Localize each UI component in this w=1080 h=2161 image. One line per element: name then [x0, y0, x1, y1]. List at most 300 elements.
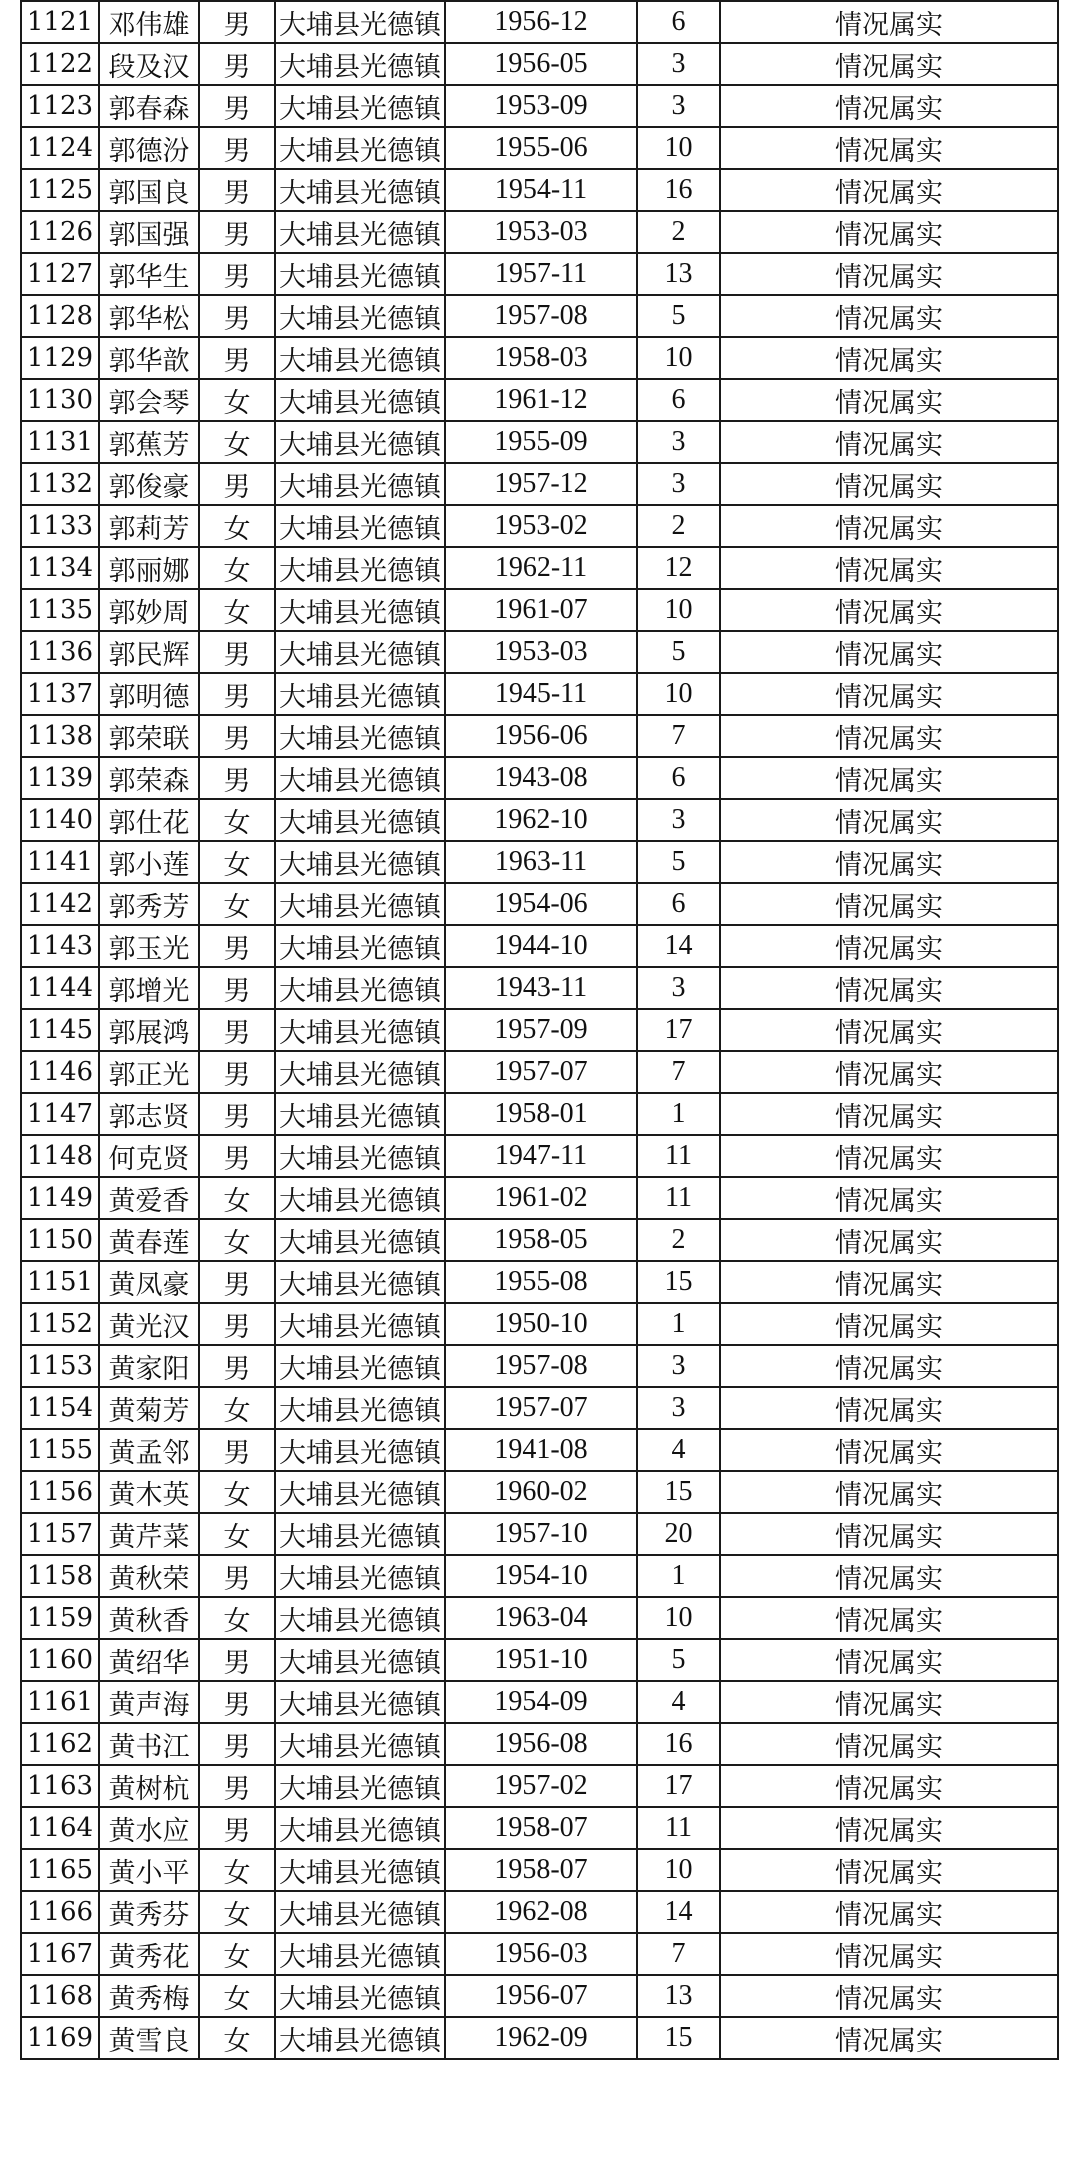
- verification-status-cell: 情况属实: [720, 1765, 1058, 1807]
- verification-status-cell: 情况属实: [720, 1387, 1058, 1429]
- address-cell: 大埔县光德镇: [275, 1051, 445, 1093]
- address-cell: 大埔县光德镇: [275, 841, 445, 883]
- person-name-cell: 黄书江: [99, 1723, 199, 1765]
- table-row: [21, 715, 1058, 757]
- person-name-cell: 郭莉芳: [99, 505, 199, 547]
- gender-cell: 女: [199, 841, 275, 883]
- table-row: [21, 589, 1058, 631]
- count-cell: 10: [637, 1849, 720, 1891]
- verification-status-cell: 情况属实: [720, 1513, 1058, 1555]
- address-cell: 大埔县光德镇: [275, 547, 445, 589]
- count-cell: 5: [637, 295, 720, 337]
- date-cell: 1963-04: [445, 1597, 637, 1639]
- date-cell: 1953-03: [445, 211, 637, 253]
- gender-cell: 男: [199, 1, 275, 43]
- date-cell: 1958-07: [445, 1807, 637, 1849]
- table-row: [21, 841, 1058, 883]
- address-cell: 大埔县光德镇: [275, 589, 445, 631]
- gender-cell: 男: [199, 85, 275, 127]
- date-cell: 1957-10: [445, 1513, 637, 1555]
- gender-cell: 女: [199, 379, 275, 421]
- count-cell: 3: [637, 799, 720, 841]
- date-cell: 1943-11: [445, 967, 637, 1009]
- person-name-cell: 郭正光: [99, 1051, 199, 1093]
- gender-cell: 女: [199, 883, 275, 925]
- gender-cell: 女: [199, 1933, 275, 1975]
- record-number-cell: 1130: [21, 379, 99, 421]
- verification-status-cell: 情况属实: [720, 421, 1058, 463]
- address-cell: 大埔县光德镇: [275, 1975, 445, 2017]
- date-cell: 1943-08: [445, 757, 637, 799]
- person-name-cell: 黄春莲: [99, 1219, 199, 1261]
- record-number-cell: 1163: [21, 1765, 99, 1807]
- gender-cell: 女: [199, 421, 275, 463]
- verification-status-cell: 情况属实: [720, 631, 1058, 673]
- verification-status-cell: 情况属实: [720, 211, 1058, 253]
- person-name-cell: 黄秋荣: [99, 1555, 199, 1597]
- record-number-cell: 1146: [21, 1051, 99, 1093]
- date-cell: 1953-03: [445, 631, 637, 673]
- gender-cell: 女: [199, 1849, 275, 1891]
- record-number-cell: 1140: [21, 799, 99, 841]
- date-cell: 1961-02: [445, 1177, 637, 1219]
- table-row: [21, 1765, 1058, 1807]
- date-cell: 1955-09: [445, 421, 637, 463]
- gender-cell: 男: [199, 43, 275, 85]
- gender-cell: 女: [199, 1597, 275, 1639]
- count-cell: 5: [637, 631, 720, 673]
- person-name-cell: 黄声海: [99, 1681, 199, 1723]
- verification-status-cell: 情况属实: [720, 883, 1058, 925]
- address-cell: 大埔县光德镇: [275, 1933, 445, 1975]
- verification-status-cell: 情况属实: [720, 337, 1058, 379]
- address-cell: 大埔县光德镇: [275, 295, 445, 337]
- date-cell: 1945-11: [445, 673, 637, 715]
- person-name-cell: 郭荣森: [99, 757, 199, 799]
- record-number-cell: 1155: [21, 1429, 99, 1471]
- record-number-cell: 1143: [21, 925, 99, 967]
- count-cell: 3: [637, 463, 720, 505]
- address-cell: 大埔县光德镇: [275, 1639, 445, 1681]
- record-number-cell: 1131: [21, 421, 99, 463]
- count-cell: 3: [637, 1345, 720, 1387]
- address-cell: 大埔县光德镇: [275, 883, 445, 925]
- gender-cell: 男: [199, 1093, 275, 1135]
- table-row: [21, 757, 1058, 799]
- gender-cell: 男: [199, 1555, 275, 1597]
- date-cell: 1962-09: [445, 2017, 637, 2059]
- address-cell: 大埔县光德镇: [275, 967, 445, 1009]
- record-number-cell: 1164: [21, 1807, 99, 1849]
- gender-cell: 女: [199, 1513, 275, 1555]
- table-row: [21, 1, 1058, 43]
- verification-status-cell: 情况属实: [720, 463, 1058, 505]
- verification-status-cell: 情况属实: [720, 1471, 1058, 1513]
- verification-status-cell: 情况属实: [720, 547, 1058, 589]
- verification-status-cell: 情况属实: [720, 1303, 1058, 1345]
- person-name-cell: 郭华歆: [99, 337, 199, 379]
- address-cell: 大埔县光德镇: [275, 673, 445, 715]
- verification-status-cell: 情况属实: [720, 715, 1058, 757]
- verification-status-cell: 情况属实: [720, 757, 1058, 799]
- record-number-cell: 1123: [21, 85, 99, 127]
- verification-status-cell: 情况属实: [720, 169, 1058, 211]
- verification-status-cell: 情况属实: [720, 505, 1058, 547]
- record-number-cell: 1121: [21, 1, 99, 43]
- verification-status-cell: 情况属实: [720, 295, 1058, 337]
- date-cell: 1958-05: [445, 1219, 637, 1261]
- record-number-cell: 1169: [21, 2017, 99, 2059]
- record-number-cell: 1126: [21, 211, 99, 253]
- person-name-cell: 邓伟雄: [99, 1, 199, 43]
- gender-cell: 女: [199, 1471, 275, 1513]
- address-cell: 大埔县光德镇: [275, 1513, 445, 1555]
- verification-status-cell: 情况属实: [720, 253, 1058, 295]
- count-cell: 17: [637, 1009, 720, 1051]
- table-row: [21, 673, 1058, 715]
- table-row: [21, 1849, 1058, 1891]
- gender-cell: 男: [199, 337, 275, 379]
- table-row: [21, 1051, 1058, 1093]
- gender-cell: 女: [199, 1387, 275, 1429]
- verification-status-cell: 情况属实: [720, 1723, 1058, 1765]
- record-number-cell: 1145: [21, 1009, 99, 1051]
- address-cell: 大埔县光德镇: [275, 379, 445, 421]
- date-cell: 1957-02: [445, 1765, 637, 1807]
- date-cell: 1954-06: [445, 883, 637, 925]
- address-cell: 大埔县光德镇: [275, 463, 445, 505]
- verification-status-cell: 情况属实: [720, 1093, 1058, 1135]
- gender-cell: 男: [199, 1429, 275, 1471]
- date-cell: 1962-10: [445, 799, 637, 841]
- roster-table: [20, 0, 1059, 2060]
- person-name-cell: 郭妙周: [99, 589, 199, 631]
- record-number-cell: 1156: [21, 1471, 99, 1513]
- address-cell: 大埔县光德镇: [275, 1429, 445, 1471]
- date-cell: 1950-10: [445, 1303, 637, 1345]
- address-cell: 大埔县光德镇: [275, 1009, 445, 1051]
- verification-status-cell: 情况属实: [720, 925, 1058, 967]
- verification-status-cell: 情况属实: [720, 841, 1058, 883]
- address-cell: 大埔县光德镇: [275, 799, 445, 841]
- count-cell: 13: [637, 253, 720, 295]
- table-row: [21, 1219, 1058, 1261]
- verification-status-cell: 情况属实: [720, 1, 1058, 43]
- verification-status-cell: 情况属实: [720, 85, 1058, 127]
- address-cell: 大埔县光德镇: [275, 1345, 445, 1387]
- date-cell: 1961-07: [445, 589, 637, 631]
- count-cell: 16: [637, 1723, 720, 1765]
- table-row: [21, 547, 1058, 589]
- count-cell: 10: [637, 337, 720, 379]
- verification-status-cell: 情况属实: [720, 589, 1058, 631]
- record-number-cell: 1165: [21, 1849, 99, 1891]
- table-row: [21, 1093, 1058, 1135]
- count-cell: 5: [637, 1639, 720, 1681]
- table-row: [21, 799, 1058, 841]
- record-number-cell: 1127: [21, 253, 99, 295]
- table-row: [21, 2017, 1058, 2059]
- gender-cell: 男: [199, 1051, 275, 1093]
- address-cell: 大埔县光德镇: [275, 1849, 445, 1891]
- gender-cell: 女: [199, 547, 275, 589]
- roster-sheet: [20, 0, 1059, 2060]
- verification-status-cell: 情况属实: [720, 1597, 1058, 1639]
- record-number-cell: 1139: [21, 757, 99, 799]
- person-name-cell: 郭明德: [99, 673, 199, 715]
- count-cell: 6: [637, 379, 720, 421]
- date-cell: 1957-07: [445, 1387, 637, 1429]
- gender-cell: 男: [199, 715, 275, 757]
- person-name-cell: 郭秀芳: [99, 883, 199, 925]
- date-cell: 1956-05: [445, 43, 637, 85]
- gender-cell: 男: [199, 463, 275, 505]
- gender-cell: 男: [199, 1261, 275, 1303]
- date-cell: 1956-03: [445, 1933, 637, 1975]
- table-row: [21, 85, 1058, 127]
- record-number-cell: 1151: [21, 1261, 99, 1303]
- gender-cell: 男: [199, 1723, 275, 1765]
- date-cell: 1956-06: [445, 715, 637, 757]
- person-name-cell: 郭华生: [99, 253, 199, 295]
- address-cell: 大埔县光德镇: [275, 211, 445, 253]
- verification-status-cell: 情况属实: [720, 1177, 1058, 1219]
- count-cell: 6: [637, 883, 720, 925]
- address-cell: 大埔县光德镇: [275, 1303, 445, 1345]
- count-cell: 20: [637, 1513, 720, 1555]
- table-row: [21, 169, 1058, 211]
- count-cell: 6: [637, 1, 720, 43]
- address-cell: 大埔县光德镇: [275, 1135, 445, 1177]
- address-cell: 大埔县光德镇: [275, 421, 445, 463]
- count-cell: 16: [637, 169, 720, 211]
- table-row: [21, 211, 1058, 253]
- address-cell: 大埔县光德镇: [275, 757, 445, 799]
- person-name-cell: 黄秀梅: [99, 1975, 199, 2017]
- record-number-cell: 1159: [21, 1597, 99, 1639]
- address-cell: 大埔县光德镇: [275, 1093, 445, 1135]
- address-cell: 大埔县光德镇: [275, 1891, 445, 1933]
- table-row: [21, 295, 1058, 337]
- date-cell: 1953-02: [445, 505, 637, 547]
- record-number-cell: 1124: [21, 127, 99, 169]
- address-cell: 大埔县光德镇: [275, 1681, 445, 1723]
- count-cell: 2: [637, 505, 720, 547]
- record-number-cell: 1157: [21, 1513, 99, 1555]
- verification-status-cell: 情况属实: [720, 127, 1058, 169]
- table-row: [21, 1009, 1058, 1051]
- verification-status-cell: 情况属实: [720, 1849, 1058, 1891]
- table-row: [21, 1597, 1058, 1639]
- person-name-cell: 黄雪良: [99, 2017, 199, 2059]
- count-cell: 12: [637, 547, 720, 589]
- person-name-cell: 黄凤豪: [99, 1261, 199, 1303]
- count-cell: 1: [637, 1093, 720, 1135]
- count-cell: 10: [637, 1597, 720, 1639]
- person-name-cell: 黄树杭: [99, 1765, 199, 1807]
- date-cell: 1958-01: [445, 1093, 637, 1135]
- address-cell: 大埔县光德镇: [275, 337, 445, 379]
- address-cell: 大埔县光德镇: [275, 505, 445, 547]
- person-name-cell: 郭俊豪: [99, 463, 199, 505]
- table-row: [21, 1555, 1058, 1597]
- gender-cell: 男: [199, 1807, 275, 1849]
- table-row: [21, 967, 1058, 1009]
- address-cell: 大埔县光德镇: [275, 1387, 445, 1429]
- record-number-cell: 1125: [21, 169, 99, 211]
- gender-cell: 男: [199, 253, 275, 295]
- person-name-cell: 黄秀芬: [99, 1891, 199, 1933]
- table-row: [21, 253, 1058, 295]
- count-cell: 7: [637, 1051, 720, 1093]
- gender-cell: 男: [199, 967, 275, 1009]
- count-cell: 3: [637, 967, 720, 1009]
- count-cell: 1: [637, 1303, 720, 1345]
- record-number-cell: 1147: [21, 1093, 99, 1135]
- verification-status-cell: 情况属实: [720, 1429, 1058, 1471]
- date-cell: 1944-10: [445, 925, 637, 967]
- person-name-cell: 郭国强: [99, 211, 199, 253]
- address-cell: 大埔县光德镇: [275, 1807, 445, 1849]
- gender-cell: 男: [199, 1009, 275, 1051]
- count-cell: 13: [637, 1975, 720, 2017]
- person-name-cell: 何克贤: [99, 1135, 199, 1177]
- count-cell: 3: [637, 1387, 720, 1429]
- table-row: [21, 1387, 1058, 1429]
- address-cell: 大埔县光德镇: [275, 1177, 445, 1219]
- person-name-cell: 郭仕花: [99, 799, 199, 841]
- verification-status-cell: 情况属实: [720, 1345, 1058, 1387]
- table-row: [21, 1681, 1058, 1723]
- person-name-cell: 黄菊芳: [99, 1387, 199, 1429]
- gender-cell: 男: [199, 1303, 275, 1345]
- gender-cell: 男: [199, 757, 275, 799]
- record-number-cell: 1148: [21, 1135, 99, 1177]
- table-row: [21, 631, 1058, 673]
- record-number-cell: 1150: [21, 1219, 99, 1261]
- gender-cell: 男: [199, 295, 275, 337]
- person-name-cell: 黄孟邻: [99, 1429, 199, 1471]
- record-number-cell: 1134: [21, 547, 99, 589]
- person-name-cell: 郭民辉: [99, 631, 199, 673]
- person-name-cell: 郭增光: [99, 967, 199, 1009]
- verification-status-cell: 情况属实: [720, 1933, 1058, 1975]
- gender-cell: 女: [199, 1975, 275, 2017]
- gender-cell: 男: [199, 211, 275, 253]
- verification-status-cell: 情况属实: [720, 1009, 1058, 1051]
- date-cell: 1953-09: [445, 85, 637, 127]
- address-cell: 大埔县光德镇: [275, 1765, 445, 1807]
- verification-status-cell: 情况属实: [720, 1261, 1058, 1303]
- record-number-cell: 1128: [21, 295, 99, 337]
- date-cell: 1956-08: [445, 1723, 637, 1765]
- count-cell: 10: [637, 127, 720, 169]
- address-cell: 大埔县光德镇: [275, 127, 445, 169]
- date-cell: 1958-07: [445, 1849, 637, 1891]
- person-name-cell: 郭志贤: [99, 1093, 199, 1135]
- table-row: [21, 1471, 1058, 1513]
- table-row: [21, 1975, 1058, 2017]
- verification-status-cell: 情况属实: [720, 799, 1058, 841]
- verification-status-cell: 情况属实: [720, 1135, 1058, 1177]
- verification-status-cell: 情况属实: [720, 1555, 1058, 1597]
- gender-cell: 男: [199, 1765, 275, 1807]
- person-name-cell: 郭蕉芳: [99, 421, 199, 463]
- table-row: [21, 1891, 1058, 1933]
- date-cell: 1951-10: [445, 1639, 637, 1681]
- gender-cell: 男: [199, 169, 275, 211]
- count-cell: 17: [637, 1765, 720, 1807]
- address-cell: 大埔县光德镇: [275, 1555, 445, 1597]
- record-number-cell: 1166: [21, 1891, 99, 1933]
- gender-cell: 女: [199, 1219, 275, 1261]
- date-cell: 1941-08: [445, 1429, 637, 1471]
- person-name-cell: 郭小莲: [99, 841, 199, 883]
- date-cell: 1960-02: [445, 1471, 637, 1513]
- record-number-cell: 1142: [21, 883, 99, 925]
- count-cell: 2: [637, 211, 720, 253]
- date-cell: 1962-11: [445, 547, 637, 589]
- person-name-cell: 郭春森: [99, 85, 199, 127]
- address-cell: 大埔县光德镇: [275, 1, 445, 43]
- record-number-cell: 1141: [21, 841, 99, 883]
- verification-status-cell: 情况属实: [720, 967, 1058, 1009]
- date-cell: 1957-09: [445, 1009, 637, 1051]
- address-cell: 大埔县光德镇: [275, 1723, 445, 1765]
- date-cell: 1955-06: [445, 127, 637, 169]
- address-cell: 大埔县光德镇: [275, 715, 445, 757]
- record-number-cell: 1129: [21, 337, 99, 379]
- address-cell: 大埔县光德镇: [275, 1597, 445, 1639]
- record-number-cell: 1122: [21, 43, 99, 85]
- table-row: [21, 1135, 1058, 1177]
- gender-cell: 女: [199, 1891, 275, 1933]
- gender-cell: 女: [199, 1177, 275, 1219]
- person-name-cell: 郭会琴: [99, 379, 199, 421]
- roster-body: [21, 1, 1058, 2059]
- gender-cell: 男: [199, 1681, 275, 1723]
- count-cell: 15: [637, 1471, 720, 1513]
- verification-status-cell: 情况属实: [720, 1051, 1058, 1093]
- table-row: [21, 1303, 1058, 1345]
- table-row: [21, 1807, 1058, 1849]
- date-cell: 1957-08: [445, 295, 637, 337]
- person-name-cell: 黄秋香: [99, 1597, 199, 1639]
- record-number-cell: 1144: [21, 967, 99, 1009]
- date-cell: 1957-12: [445, 463, 637, 505]
- date-cell: 1957-07: [445, 1051, 637, 1093]
- count-cell: 3: [637, 85, 720, 127]
- table-row: [21, 1723, 1058, 1765]
- count-cell: 2: [637, 1219, 720, 1261]
- record-number-cell: 1168: [21, 1975, 99, 2017]
- record-number-cell: 1162: [21, 1723, 99, 1765]
- record-number-cell: 1133: [21, 505, 99, 547]
- table-row: [21, 1933, 1058, 1975]
- count-cell: 7: [637, 715, 720, 757]
- table-row: [21, 421, 1058, 463]
- record-number-cell: 1132: [21, 463, 99, 505]
- count-cell: 6: [637, 757, 720, 799]
- gender-cell: 男: [199, 1345, 275, 1387]
- table-row: [21, 883, 1058, 925]
- table-row: [21, 463, 1058, 505]
- record-number-cell: 1149: [21, 1177, 99, 1219]
- table-row: [21, 505, 1058, 547]
- count-cell: 10: [637, 673, 720, 715]
- count-cell: 15: [637, 2017, 720, 2059]
- person-name-cell: 黄光汉: [99, 1303, 199, 1345]
